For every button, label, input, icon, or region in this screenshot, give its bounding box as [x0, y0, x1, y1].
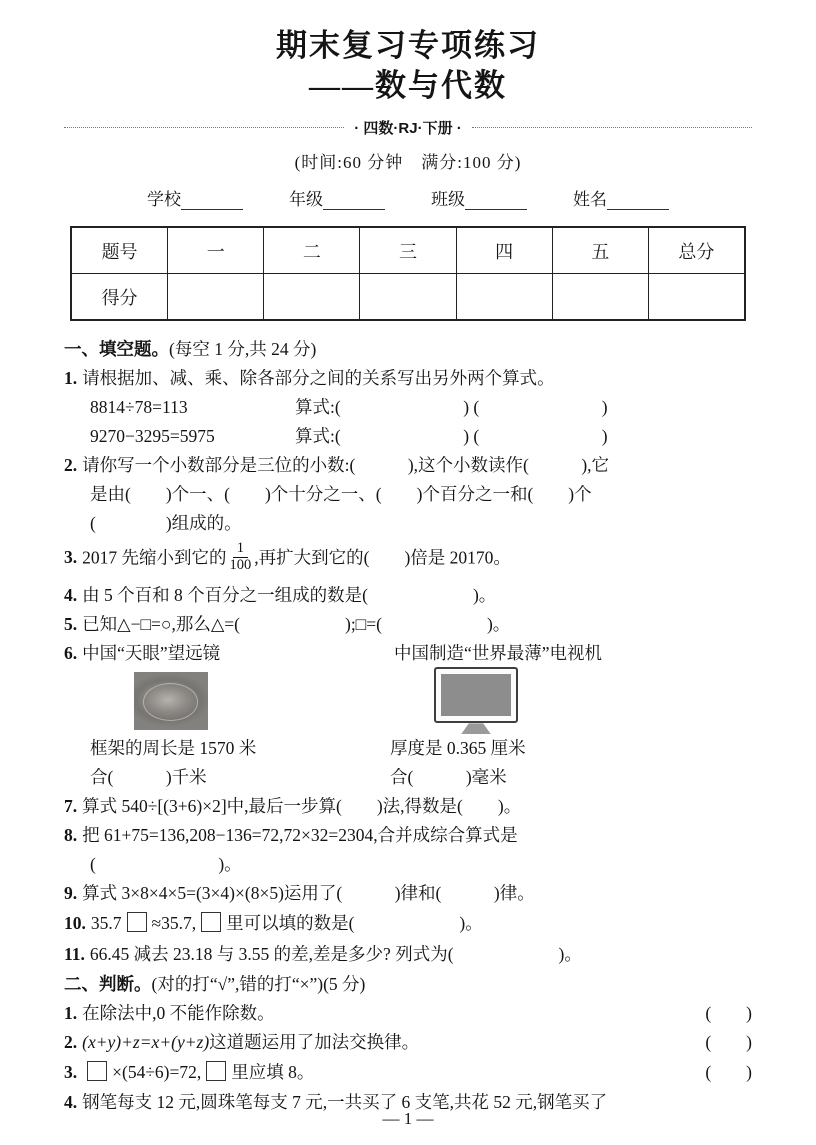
grade-field [289, 185, 385, 210]
dotted-rule-left [64, 127, 344, 128]
series-label: · 四数·RJ·下册 · [354, 119, 462, 137]
judge-1-answer-paren: ( ) [705, 1002, 752, 1023]
section1-note: (每空 1 分,共 24 分) [169, 339, 317, 359]
telescope-dish-ring [143, 683, 198, 721]
tv-stand [461, 723, 491, 734]
question-6-titles [64, 639, 752, 668]
question-7 [64, 792, 752, 821]
question-6-right-caption1: 厚度是 0.365 厘米 [390, 737, 526, 758]
question-8-number: 8. [64, 824, 78, 845]
blank-box-2 [201, 912, 221, 932]
question-1-row2 [64, 422, 752, 451]
page-number: — 1 — [382, 1109, 434, 1128]
score-cell-total [648, 274, 745, 321]
section2-note: (对的打“√”,错的打“×”)(5 分) [151, 973, 366, 994]
question-1-equation1: 8814÷78=113 [90, 397, 188, 417]
question-10 [64, 908, 752, 939]
score-col-2: 二 [264, 227, 360, 274]
question-2-line1: 请你写一个小数部分是三位的小数:( ),这个小数读作( ),它 [82, 455, 610, 475]
tv-figure-cell [390, 668, 752, 734]
question-7-text: 算式 540÷[(3+6)×2]中,最后一步算( )法,得数是( )。 [82, 795, 522, 816]
judge-2 [64, 1028, 752, 1057]
question-6-number: 6. [64, 642, 78, 663]
fraction-denominator: 100 [229, 556, 252, 573]
tv-screen-panel [441, 674, 511, 716]
class-blank [465, 191, 527, 210]
score-cell-5 [552, 274, 648, 321]
score-table-header-row [71, 227, 745, 274]
question-3 [64, 540, 752, 576]
score-cell-4 [456, 274, 552, 321]
judge-1 [64, 999, 752, 1028]
score-cell-1 [168, 274, 264, 321]
question-5-text: 已知△−□=○,那么△=( );□=( )。 [82, 613, 511, 634]
question-8-line2: ( )。 [90, 853, 242, 874]
judge-4-text: 钢笔每支 12 元,圆珠笔每支 7 元,一共买了 6 支笔,共花 52 元,钢笔买了 [82, 1091, 608, 1112]
grade-label: 年级 [289, 190, 323, 209]
question-6-right-caption2: 合( )毫米 [390, 766, 507, 787]
class-field [431, 185, 527, 210]
exam-body [64, 335, 752, 1117]
judge-3-left [64, 1057, 314, 1088]
fraction-1-100 [230, 541, 252, 574]
judge-2-left [64, 1028, 419, 1057]
score-table [70, 226, 746, 321]
score-table-score-row [71, 274, 745, 321]
question-2-line3: ( )组成的。 [90, 513, 242, 533]
question-3-text-post: ,再扩大到它的( )倍是 20170。 [254, 547, 511, 568]
judge-1-text: 在除法中,0 不能作除数。 [82, 1002, 275, 1023]
question-6-left-title: 中国“天眼”望远镜 [82, 642, 221, 663]
question-8 [64, 821, 752, 850]
question-6-left-caption2: 合( )千米 [90, 766, 207, 787]
page-title-line1: 期末复习专项练习 [276, 28, 540, 63]
question-5-number: 5. [64, 613, 78, 634]
judge-3 [64, 1057, 752, 1088]
score-col-label: 题号 [71, 227, 168, 274]
question-6-right-title: 中国制造“世界最薄”电视机 [394, 642, 603, 663]
judge-3-number: 3. [64, 1061, 78, 1082]
judge-3-answer-paren: ( ) [705, 1061, 752, 1082]
score-col-5: 五 [552, 227, 648, 274]
name-label: 姓名 [573, 190, 607, 209]
class-label: 班级 [431, 190, 465, 209]
question-6-figures [64, 668, 752, 792]
section1-title: 一、填空题。 [64, 339, 169, 359]
question-1-equation2: 9270−3295=5975 [90, 426, 215, 446]
question-10-pre: 35.7 [90, 912, 122, 933]
question-10-number: 10. [64, 912, 86, 933]
score-col-3: 三 [360, 227, 456, 274]
score-col-4: 四 [456, 227, 552, 274]
blank-box-1 [127, 912, 147, 932]
score-row-label: 得分 [71, 274, 168, 321]
blank-box-4 [206, 1061, 226, 1081]
name-blank [607, 191, 669, 210]
name-field [573, 185, 669, 210]
dotted-rule-right [472, 127, 752, 128]
student-info-row [64, 185, 752, 210]
judge-2-math: (x+y)+z=x+(y+z) [82, 1031, 210, 1052]
judge-2-text: 这道题运用了加法交换律。 [209, 1031, 420, 1052]
question-1-answer2: 算式:( ) ( ) [295, 426, 608, 446]
section1-heading [64, 335, 752, 364]
section2-heading [64, 970, 752, 999]
score-col-total: 总分 [648, 227, 745, 274]
series-divider [64, 116, 752, 138]
question-6-left-caption1: 框架的周长是 1570 米 [90, 737, 257, 758]
score-cell-3 [360, 274, 456, 321]
judge-1-number: 1. [64, 1002, 78, 1023]
question-8-line1: 把 61+75=136,208−136=72,72×32=2304,合并成综合算式是 [82, 824, 518, 845]
question-11-number: 11. [64, 943, 85, 964]
question-1-text: 请根据加、减、乘、除各部分之间的关系写出另外两个算式。 [82, 368, 555, 388]
grade-blank [323, 191, 385, 210]
question-1-row1 [64, 393, 752, 422]
fraction-numerator: 1 [233, 541, 248, 558]
school-label: 学校 [147, 190, 181, 209]
question-4-number: 4. [64, 584, 78, 605]
question-11 [64, 939, 752, 970]
question-4-text: 由 5 个百和 8 个百分之一组成的数是( )。 [82, 584, 497, 605]
judge-2-answer-paren: ( ) [705, 1031, 752, 1052]
score-cell-2 [264, 274, 360, 321]
judge-1-left [64, 999, 275, 1028]
tv-screen [434, 667, 518, 723]
question-1-number: 1. [64, 368, 78, 388]
question-9-text: 算式 3×8×4×5=(3×4)×(8×5)运用了( )律和( )律。 [82, 882, 535, 903]
question-11-text: 66.45 减去 23.18 与 3.55 的差,差是多少? 列式为( )。 [89, 943, 582, 964]
judge-3-mid: ×(54÷6)=72, [112, 1061, 202, 1082]
question-3-number: 3. [64, 547, 78, 568]
question-10-post: 里可以填的数是( )。 [226, 912, 483, 933]
fast-telescope-image [134, 672, 208, 730]
question-4 [64, 581, 752, 610]
question-9-number: 9. [64, 882, 78, 903]
score-col-1: 一 [168, 227, 264, 274]
question-3-text-pre: 2017 先缩小到它的 [82, 547, 227, 568]
school-field [147, 185, 243, 210]
exam-meta: (时间:60 分钟 满分:100 分) [294, 153, 522, 172]
judge-2-number: 2. [64, 1031, 78, 1052]
question-1-answer1: 算式:( ) ( ) [295, 397, 608, 417]
question-7-number: 7. [64, 795, 78, 816]
question-2-line2: 是由( )个一、( )个十分之一、( )个百分之一和( )个 [90, 484, 592, 504]
question-10-mid: ≈35.7, [151, 912, 197, 933]
page-title-line2: ——数与代数 [309, 68, 507, 103]
blank-box-3 [87, 1061, 107, 1081]
question-2 [64, 451, 752, 480]
question-5 [64, 610, 752, 639]
question-2-number: 2. [64, 455, 78, 475]
tv-icon [434, 667, 518, 734]
school-blank [181, 191, 243, 210]
section2-title: 二、判断。 [64, 973, 152, 994]
judge-4-number: 4. [64, 1091, 78, 1112]
question-9 [64, 879, 752, 908]
question-1 [64, 364, 752, 393]
judge-3-post: 里应填 8。 [231, 1061, 315, 1082]
telescope-figure-cell [90, 668, 390, 734]
